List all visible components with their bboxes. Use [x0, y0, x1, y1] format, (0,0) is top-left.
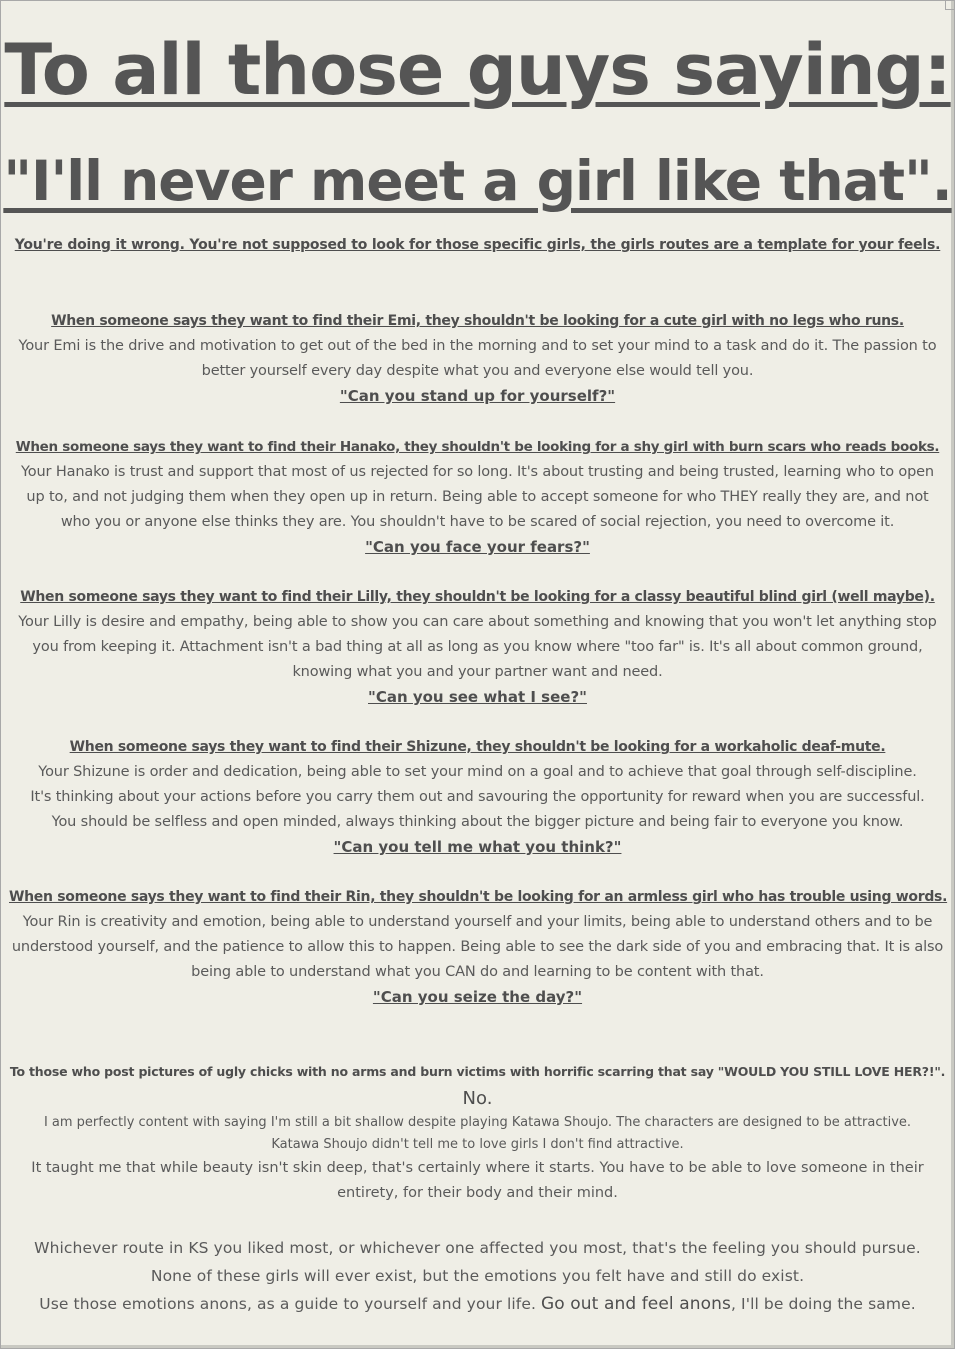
section-body-line: Your Emi is the drive and motivation to get out of the bed in the morning and to set your mind to a task and do it. The passion to — [18, 338, 937, 354]
section-body-line: Your Lilly is desire and empathy, being able to show you can care about something and knowing that you won't let anything stop — [18, 614, 937, 630]
section-body-line: You should be selfless and open minded, always thinking about the bigger picture and being fair to everyone you know. — [51, 814, 904, 830]
section-question: "Can you stand up for yourself?" — [339, 387, 616, 405]
closing-small-line: I am perfectly content with saying I'm still a bit shallow despite playing Katawa Shoujo. The characters are designed to be attractive. — [43, 1115, 912, 1130]
closing-small-line: Katawa Shoujo didn't tell me to love girls I don't find attractive. — [271, 1137, 684, 1152]
section-heading: When someone says they want to find their Lilly, they shouldn't be looking for a classy beautiful blind girl (well maybe). — [20, 589, 935, 605]
section-question: "Can you see what I see?" — [368, 688, 587, 706]
closing-answer: No. — [462, 1088, 493, 1109]
section-shizune — [9, 735, 946, 860]
section-heading: When someone says they want to find their Hanako, they shouldn't be looking for a shy girl with burn scars who reads books. — [15, 439, 940, 455]
section-body-line: better yourself every day despite what you and everyone else would tell you. — [201, 363, 754, 379]
section-heading: When someone says they want to find their Emi, they shouldn't be looking for a cute girl with no legs who runs. — [51, 313, 904, 329]
closing-block — [9, 1058, 946, 1206]
final-block — [9, 1234, 946, 1318]
section-body-line: being able to understand what you CAN do and learning to be content with that. — [191, 964, 764, 980]
final-emphasis: Go out and feel anons — [541, 1294, 731, 1314]
section-heading: When someone says they want to find their Shizune, they shouldn't be looking for a workaholic deaf-mute. — [69, 739, 886, 755]
section-body-line: you from keeping it. Attachment isn't a bad thing at all as long as you know where "too far" is. It's all about common ground, — [32, 639, 923, 655]
final-line-1: Whichever route in KS you liked most, or whichever one affected you most, that's the feeling you should pursue. — [34, 1239, 921, 1257]
section-question: "Can you seize the day?" — [372, 988, 583, 1006]
section-rin — [9, 885, 946, 1010]
final-line-2: None of these girls will ever exist, but the emotions you felt have and still do exist. — [150, 1267, 805, 1285]
final-line-3-start: Use those emotions anons, as a guide to yourself and your life. — [39, 1295, 542, 1313]
final-line-3-end: , I'll be doing the same. — [730, 1295, 916, 1313]
section-body-line: knowing what you and your partner want and need. — [292, 664, 663, 680]
closing-lead — [9, 1058, 946, 1086]
section-lilly — [9, 585, 946, 710]
section-body-line: Your Shizune is order and dedication, being able to set your mind on a goal and to achieve that goal through self-discipline. — [38, 764, 917, 780]
section-hanako — [9, 435, 946, 560]
section-emi — [9, 309, 946, 409]
section-body-line: understood yourself, and the patience to allow this to happen. Being able to see the dark side of you and embracing that. It is also — [11, 939, 944, 955]
page-corner-mark — [945, 1, 954, 10]
section-body-line: Your Hanako is trust and support that most of us rejected for so long. It's about trusting and being trusted, learning who to open — [21, 464, 934, 480]
closing-mid-line: It taught me that while beauty isn't skin deep, that's certainly where it starts. You have to be able to love someone in their — [31, 1160, 924, 1176]
closing-mid-line: entirety, for their body and their mind. — [337, 1185, 618, 1201]
section-heading: When someone says they want to find their Rin, they shouldn't be looking for an armless girl who has trouble using words. — [9, 889, 948, 905]
section-question: "Can you face your fears?" — [365, 538, 590, 556]
intro-text: You're doing it wrong. You're not supposed to look for those specific girls, the girls routes are a template for your feels. — [14, 237, 941, 253]
section-body-line: who you or anyone else thinks they are. You shouldn't have to be scared of social rejection, you need to overcome it. — [60, 514, 895, 530]
title-line-1: To all those guys saying: — [4, 29, 951, 111]
section-question: "Can you tell me what you think?" — [333, 838, 622, 856]
closing-lead-text: To those who post pictures of ugly chicks with no arms and burn victims with horrific scarring that say "WOULD YOU STILL LOVE HER?!". — [9, 1064, 946, 1079]
section-body-line: Your Rin is creativity and emotion, being able to understand yourself and your limits, being able to understand others and to be — [22, 914, 933, 930]
final-line-3 — [9, 1290, 946, 1318]
section-body-line: It's thinking about your actions before you carry them out and savouring the opportunity for reward when you are successful. — [30, 789, 925, 805]
section-body-line: up to, and not judging them when they open up in return. Being able to accept someone for who THEY really they are, and not — [26, 489, 929, 505]
title-line-2: "I'll never meet a girl like that". — [3, 149, 952, 213]
